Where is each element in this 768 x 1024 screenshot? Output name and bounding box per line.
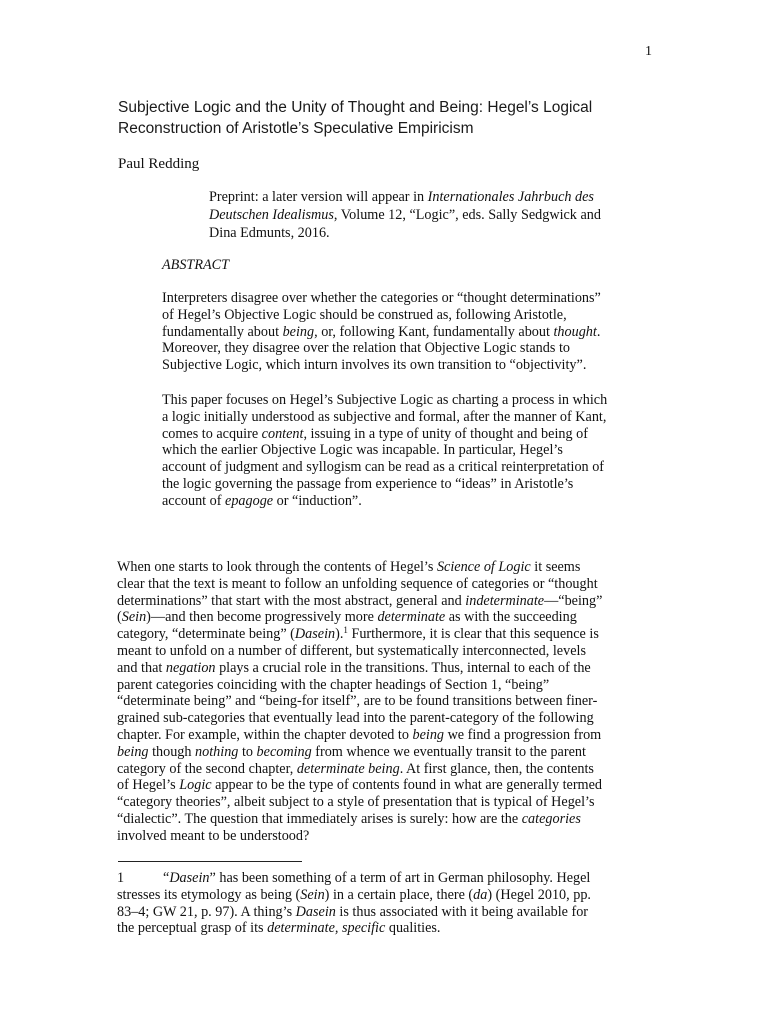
footnote-reference[interactable]: 1: [343, 625, 348, 636]
preprint-line: Preprint: a later version will appear in Internationales Jahrbuch des: [209, 189, 594, 205]
footnote-divider: [118, 861, 302, 862]
preprint-line: Deutschen Idealismus, Volume 12, “Logic”, eds. Sally Sedgwick and: [209, 207, 601, 223]
title-line: Subjective Logic and the Unity of Thought and Being: Hegel’s Logical: [118, 99, 593, 116]
paper-title: [118, 97, 638, 139]
preprint-line: Dina Edmunts, 2016.: [209, 225, 330, 241]
author-name: Paul Redding: [118, 156, 200, 172]
page-number: 1: [645, 44, 652, 59]
abstract-heading: ABSTRACT: [162, 257, 230, 273]
abstract-paragraph: Interpreters disagree over whether the categories or “thought determinations” of Hegel’s Objective Logic should be construed as, following Aristotle, fundamentally about being, or, following Kant, fundamentally about thought. Moreover, they disagree over the relation that Objective Logic stands to Subjective Logic, which inturn involves its own transition to “objectivity”.: [162, 290, 601, 374]
footnote-marker: 1: [117, 870, 125, 886]
preprint-note: [209, 188, 649, 242]
title-line: Reconstruction of Aristotle’s Speculative Empiricism: [118, 120, 474, 137]
abstract-paragraph: This paper focuses on Hegel’s Subjective Logic as charting a process in which a logic initially understood as subjective and formal, after the manner of Kant, comes to acquire content, issuing in a type of unity of thought and being of which the earlier Objective Logic was incapable. In particular, Hegel’s account of judgment and syllogism can be read as a critical reinterpretation of the logic governing the passage from experience to “ideas” in Aristotle’s account of epagoge or “induction”.: [162, 392, 608, 509]
footnote: 1 “Dasein” has been something of a term of art in German philosophy. Hegel stresses its etymology as being (Sein) in a certain place, there (da) (Hegel 2010, pp. 83–4; GW 21, p. 97). A thing’s Dasein is thus associated with it being available for the perceptual grasp of its determinate, specific qualities.: [117, 870, 591, 937]
body-paragraph: When one starts to look through the contents of Hegel’s Science of Logic it seems clear that the text is meant to follow an unfolding sequence of categories or “thought determinations” that start with the most abstract, general and indeterminate—“being” (Sein)—and then become progressively more determinate as with the succeeding category, “determinate being” (Dasein).$^1$ Furthermore, it is clear that this sequence is meant to unfold on a number of different, but systematically interconnected, levels and that negation plays a crucial role in the transitions. Thus, internal to each of the parent categories coinciding with the chapter headings of Section 1, “being” “determinate being” and “being-for itself”, are to be found transitions between finer- grained sub-categories that eventually lead into the parent-category of the following chapter. For example, within the chapter devoted to being we find a progression from being though nothing to becoming from whence we eventually transit to the parent category of the second chapter, determinate being. At first glance, then, the contents of Hegel’s Logic appear to be the type of contents found in what are generally termed “category theories”, albeit subject to a style of presentation that is typical of Hegel’s “dialectic”. The question that immediately arises is surely: how are the categories involved meant to be understood?: [117, 559, 603, 844]
